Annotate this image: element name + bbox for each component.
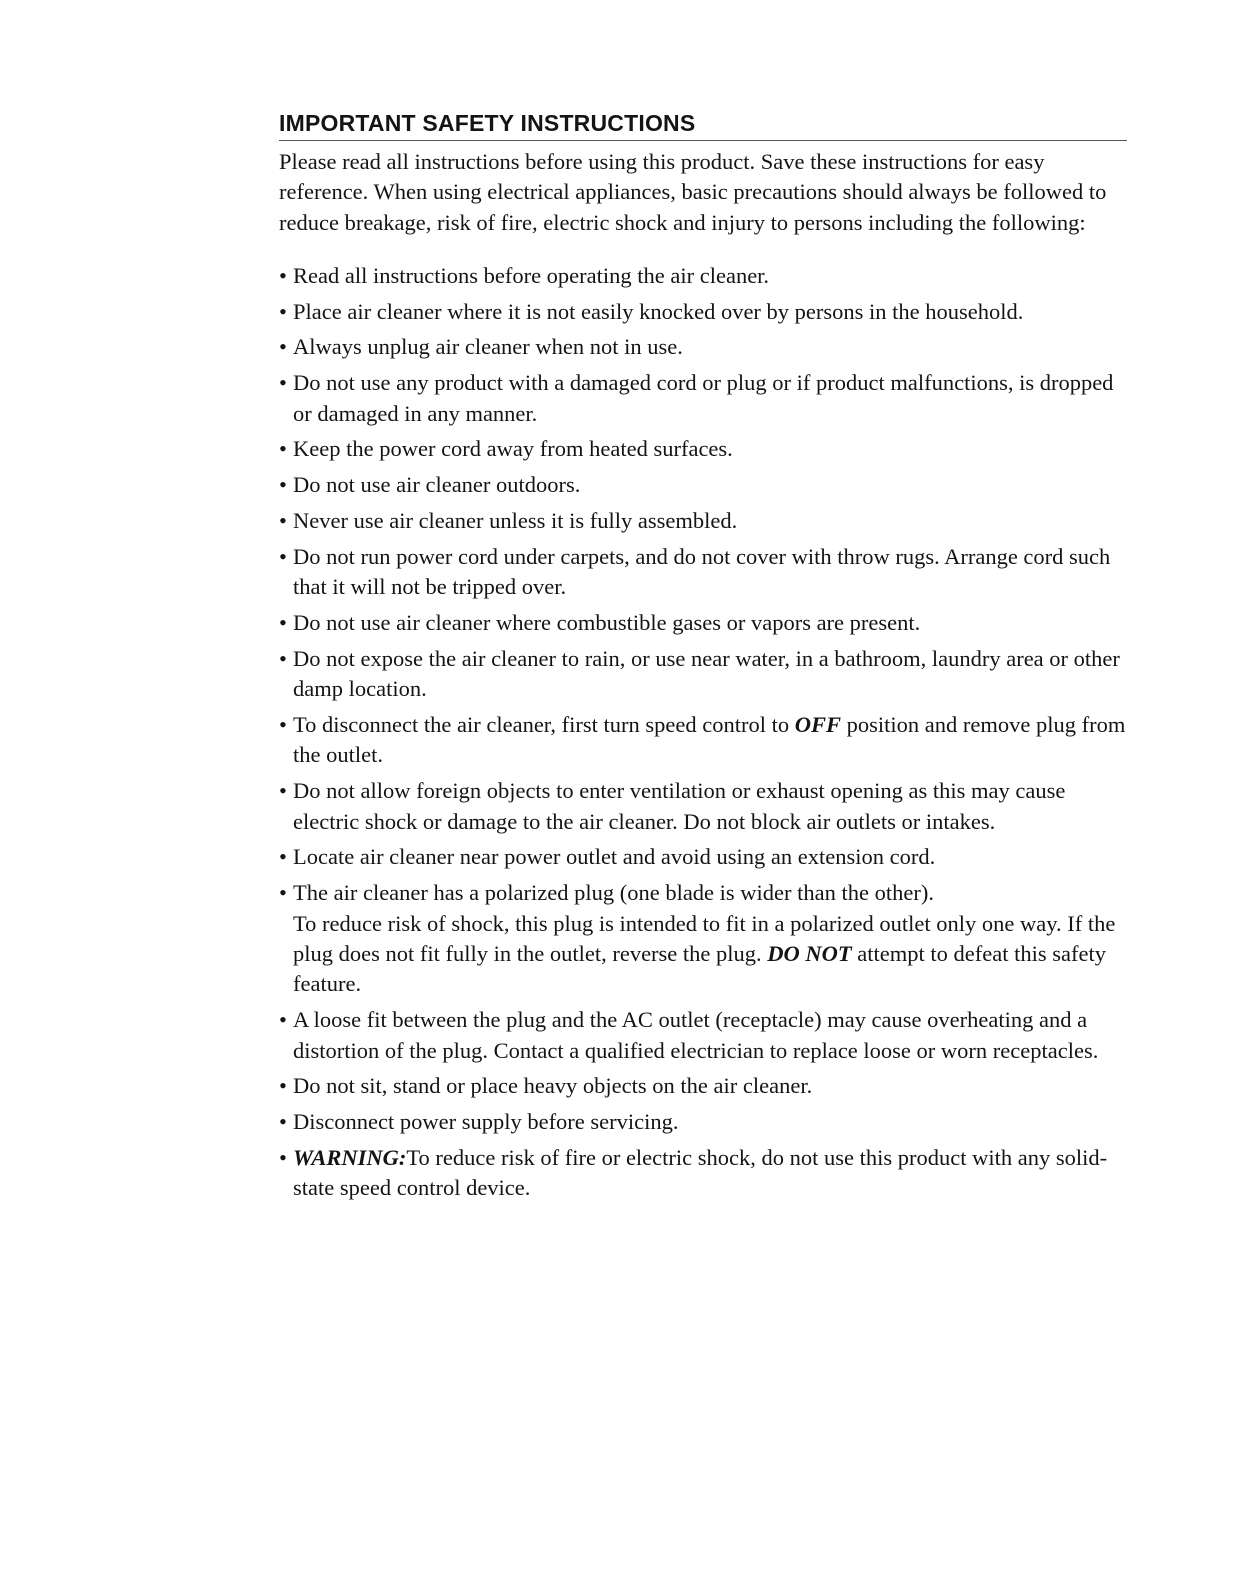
list-item: • Locate air cleaner near power outlet and avoid using an extension cord.	[279, 842, 1127, 872]
intro-paragraph: Please read all instructions before using this product. Save these instructions for easy reference. When using electrical appliances, basic precautions should always be followed to reduce breakage, risk of fire, electric shock and injury to persons including the following:	[279, 149, 1107, 235]
list-item: • Do not expose the air cleaner to rain, or use near water, in a bathroom, laundry area or other damp location.	[279, 645, 1120, 702]
bullet-icon: •	[279, 1073, 287, 1099]
off-emphasis: OFF	[794, 711, 841, 737]
bullet-icon: •	[279, 370, 287, 396]
bullet-icon: •	[279, 334, 287, 360]
bullet-icon: •	[279, 543, 287, 569]
bullet-icon: •	[279, 436, 287, 462]
list-item: • Keep the power cord away from heated surfaces.	[279, 434, 1127, 464]
bullet-icon: •	[279, 711, 287, 737]
list-item: • A loose fit between the plug and the AC outlet (receptacle) may cause overheating and a distortion of the plug. Contact a qualified electrician to replace loose or worn receptacles.	[279, 1007, 1099, 1063]
list-item-warning: • WARNING:To reduce risk of fire or electric shock, do not use this product with any solid-state speed control device.	[279, 1144, 1108, 1201]
instruction-list	[279, 261, 1127, 1204]
list-item: • Do not use air cleaner where combustible gases or vapors are present.	[279, 608, 1127, 638]
list-item: • Read all instructions before operating the air cleaner.	[279, 261, 1127, 291]
list-item: • Do not use any product with a damaged cord or plug or if product malfunctions, is dropped or damaged in any manner.	[279, 370, 1114, 426]
list-item: • Do not use air cleaner outdoors.	[279, 470, 1127, 500]
list-item: • Disconnect power supply before servicing.	[279, 1107, 1127, 1137]
bullet-icon: •	[279, 262, 287, 288]
bullet-icon: •	[279, 844, 287, 870]
bullet-icon: •	[279, 472, 287, 498]
list-item-disconnect: • To disconnect the air cleaner, first turn speed control to OFF position and remove plug from the outlet.	[279, 711, 1126, 768]
bullet-icon: •	[279, 645, 287, 671]
list-item: • Always unplug air cleaner when not in use.	[279, 332, 1127, 362]
bullet-icon: •	[279, 1007, 287, 1033]
list-item: • Do not allow foreign objects to enter ventilation or exhaust opening as this may cause electric shock or damage to the air cleaner. Do not block air outlets or intakes.	[279, 778, 1066, 834]
safety-instructions-page	[279, 108, 1127, 1209]
bullet-icon: •	[279, 778, 287, 804]
list-item-polarized-plug: • The air cleaner has a polarized plug (one blade is wider than the other). To reduce risk of shock, this plug is intended to fit in a polarized outlet only one way. If the plug does not fit fully in the outlet, reverse the plug. DO NOT attempt to defeat this safety feature.	[279, 880, 1116, 997]
bullet-icon: •	[279, 507, 287, 533]
warning-label: WARNING:	[293, 1144, 407, 1170]
list-item: • Place air cleaner where it is not easily knocked over by persons in the household.	[279, 297, 1127, 327]
bullet-icon: •	[279, 298, 287, 324]
list-item: • Do not sit, stand or place heavy objects on the air cleaner.	[279, 1071, 1127, 1101]
page-title: IMPORTANT SAFETY INSTRUCTIONS	[279, 108, 1127, 141]
bullet-icon: •	[279, 609, 287, 635]
do-not-emphasis: DO NOT	[767, 940, 852, 966]
list-item: • Do not run power cord under carpets, and do not cover with throw rugs. Arrange cord such that it will not be tripped over.	[279, 543, 1111, 600]
bullet-icon: •	[279, 1144, 287, 1170]
bullet-icon: •	[279, 1109, 287, 1135]
list-item: • Never use air cleaner unless it is fully assembled.	[279, 506, 1127, 536]
bullet-icon: •	[279, 880, 287, 906]
